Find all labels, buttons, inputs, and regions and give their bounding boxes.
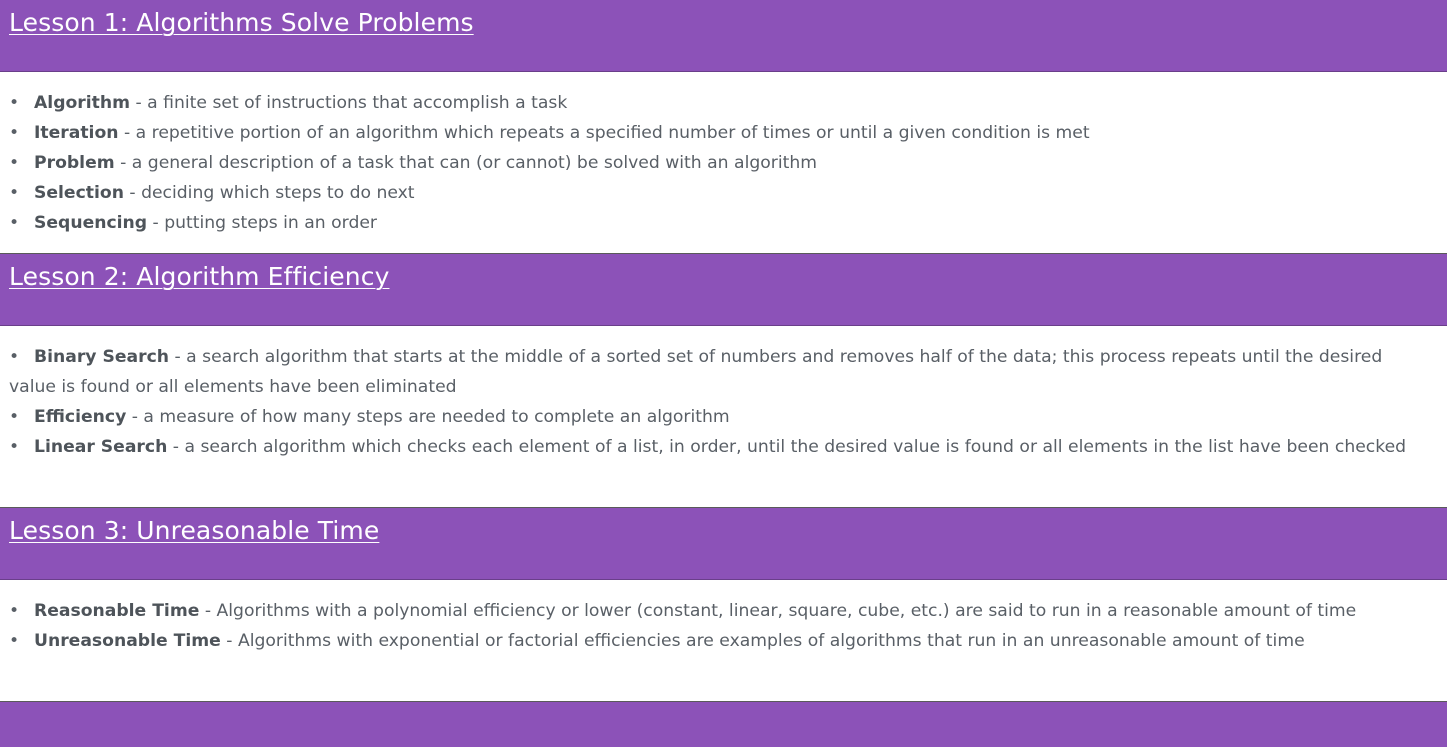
vocab-term: Linear Search <box>34 437 168 457</box>
vocab-term: Efficiency <box>34 407 127 427</box>
vocab-term: Iteration <box>34 123 119 143</box>
lesson-section-3 <box>0 508 1447 702</box>
vocab-definition: - a general description of a task that can (or cannot) be solved with an algorithm <box>114 153 817 173</box>
vocab-term: Sequencing <box>34 213 148 233</box>
list-item <box>0 626 1447 656</box>
vocab-term: Binary Search <box>34 347 170 367</box>
vocab-definition: - a search algorithm which checks each element of a list, in order, until the desired value is found or all elements in the list have been checked <box>167 437 1407 457</box>
lesson-section-2 <box>0 254 1447 508</box>
vocab-term: Unreasonable Time <box>34 631 221 651</box>
vocab-definition: - deciding which steps to do next <box>123 183 415 203</box>
vocab-list <box>0 342 1447 462</box>
bullet-icon: • <box>9 347 20 367</box>
vocab-definition: - a repetitive portion of an algorithm which repeats a specified number of times or until a given condition is met <box>118 123 1090 143</box>
vocab-definition: - Algorithms with exponential or factorial efficiencies are examples of algorithms that run in an unreasonable amount of time <box>220 631 1305 651</box>
lesson-header <box>0 0 1447 72</box>
vocab-definition: - putting steps in an order <box>147 213 377 233</box>
list-item <box>0 432 1447 462</box>
list-item <box>0 208 1447 238</box>
list-item <box>0 148 1447 178</box>
vocab-term: Selection <box>34 183 124 203</box>
vocab-definition: - a finite set of instructions that accomplish a task <box>130 93 568 113</box>
lesson-header <box>0 254 1447 326</box>
list-item <box>0 88 1447 118</box>
lesson-title-link[interactable]: Lesson 3: Unreasonable Time <box>9 516 380 545</box>
bullet-icon: • <box>9 123 20 143</box>
list-item <box>0 342 1447 402</box>
bullet-icon: • <box>9 213 20 233</box>
lesson-header <box>0 508 1447 580</box>
vocab-list <box>0 596 1447 656</box>
list-item <box>0 118 1447 148</box>
list-item <box>0 402 1447 432</box>
vocab-term: Algorithm <box>34 93 131 113</box>
vocab-definition: - a measure of how many steps are needed to complete an algorithm <box>126 407 730 427</box>
bullet-icon: • <box>9 437 20 457</box>
next-lesson-header <box>0 702 1447 747</box>
lesson-body <box>0 72 1447 254</box>
vocab-definition: - Algorithms with a polynomial efficiency or lower (constant, linear, square, cube, etc.) are said to run in a reasonable amount of time <box>199 601 1357 621</box>
vocab-term: Problem <box>34 153 115 173</box>
bullet-icon: • <box>9 631 20 651</box>
vocab-list <box>0 88 1447 238</box>
list-item <box>0 596 1447 626</box>
bullet-icon: • <box>9 601 20 621</box>
vocab-term: Reasonable Time <box>34 601 200 621</box>
lesson-title-link[interactable]: Lesson 1: Algorithms Solve Problems <box>9 8 474 37</box>
bullet-icon: • <box>9 153 20 173</box>
list-item <box>0 178 1447 208</box>
lesson-title-link[interactable]: Lesson 2: Algorithm Efficiency <box>9 262 390 291</box>
bullet-icon: • <box>9 183 20 203</box>
lesson-section-1 <box>0 0 1447 254</box>
vocab-definition: - a search algorithm that starts at the middle of a sorted set of numbers and removes half of the data; this process repeats until the desired value is found or all elements have been eliminated <box>9 347 1383 397</box>
bullet-icon: • <box>9 407 20 427</box>
lesson-body <box>0 580 1447 702</box>
bullet-icon: • <box>9 93 20 113</box>
lesson-body <box>0 326 1447 508</box>
